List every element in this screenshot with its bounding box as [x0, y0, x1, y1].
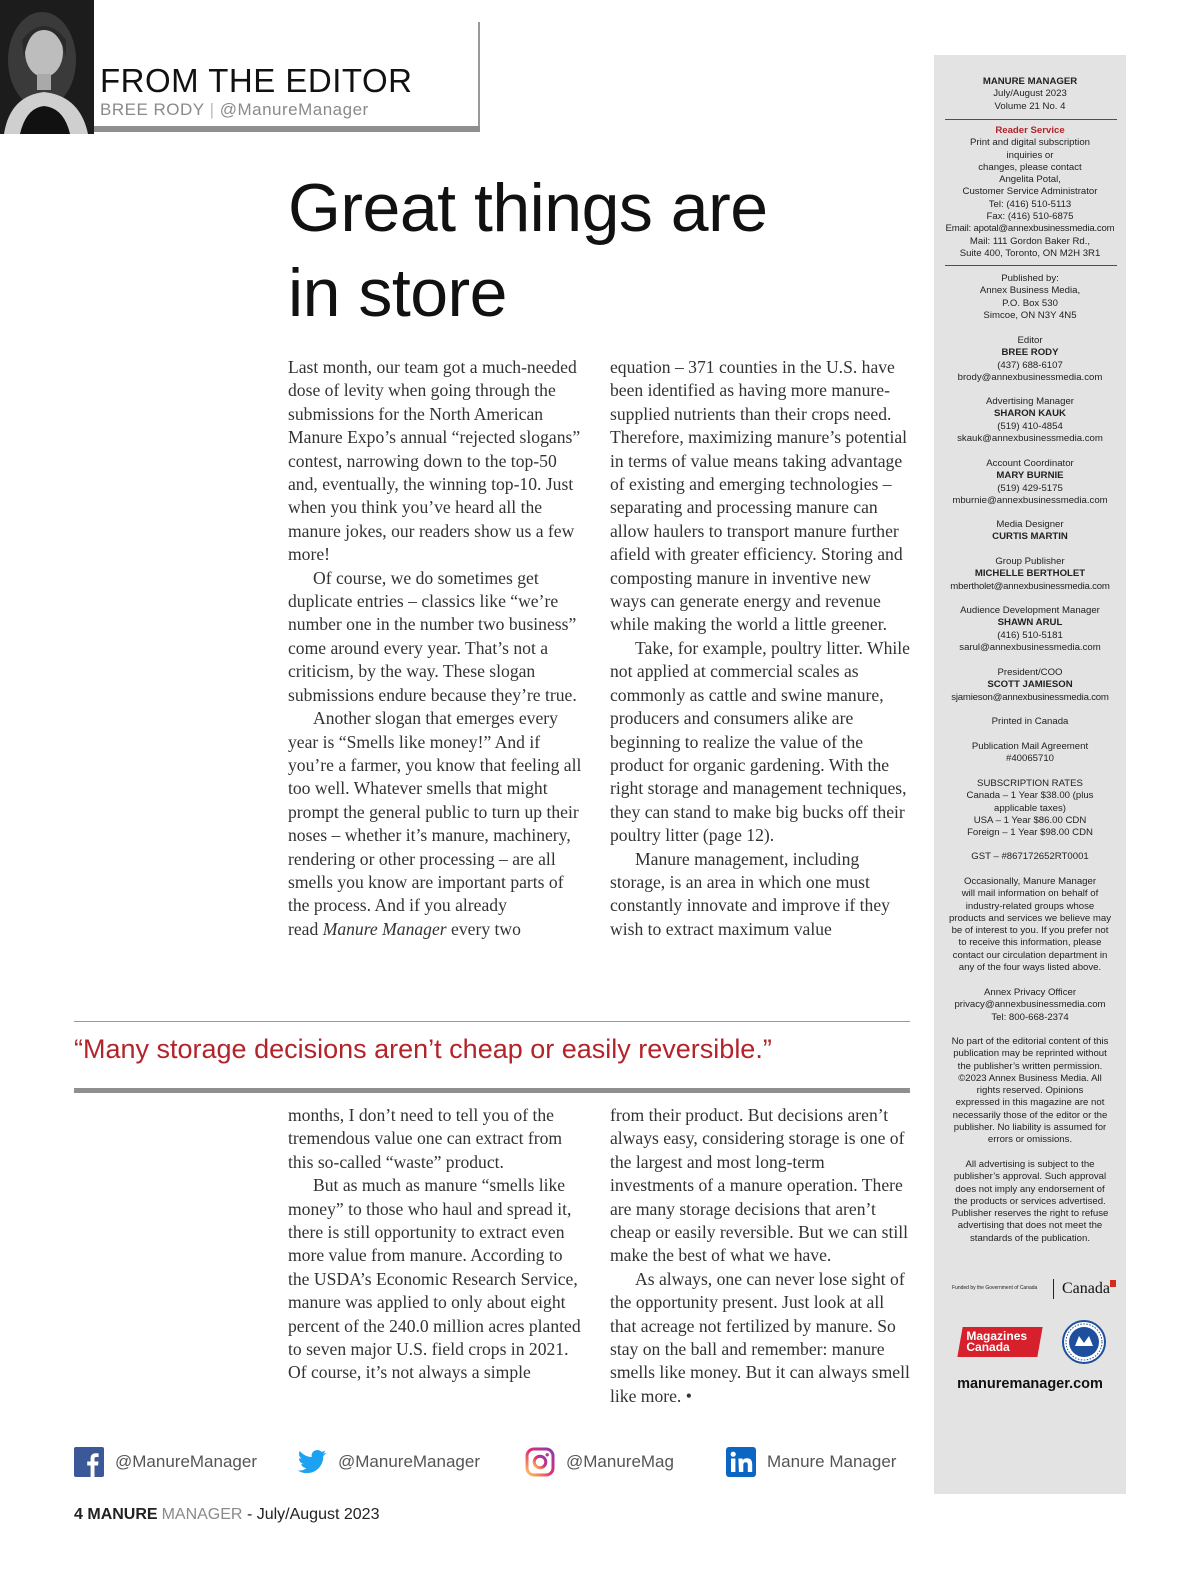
social-twitter[interactable]: [297, 1446, 480, 1478]
sidebar-line: rights reserved. Opinions: [976, 1085, 1084, 1097]
social-instagram[interactable]: [525, 1446, 674, 1478]
magazines-canada-logo: [957, 1327, 1042, 1357]
president-contact: [934, 667, 1126, 704]
footer-issue: - July/August 2023: [246, 1506, 380, 1523]
sidebar-line: P.O. Box 530: [1002, 297, 1058, 309]
sidebar-line: publication may be reprinted without: [953, 1048, 1107, 1060]
sidebar-rule: [945, 265, 1117, 266]
sidebar-line: Customer Service Administrator: [962, 186, 1098, 198]
pull-quote-bottom-rule: [74, 1088, 910, 1093]
paragraph-tail: [288, 918, 588, 941]
staff-role: President/COO: [997, 667, 1063, 678]
logo-line: Magazines: [966, 1329, 1028, 1343]
pull-quote-top-rule: [74, 1021, 910, 1022]
facebook-icon: [74, 1447, 104, 1477]
staff-role: Audience Development Manager: [960, 605, 1100, 616]
sidebar-line: standards of the publication.: [969, 1232, 1090, 1244]
paragraph: Take, for example, poultry litter. While not applied at commercial scales as commonly as cattle and swine manure, producers and consumers alike are beginning to realize the value of the product for organic gardening. With the right storage and management techniques, they can stand to make big bucks off their poultry litter (page 12).: [610, 637, 910, 846]
paragraph: Of course, we do sometimes get duplicate entries – classics like “we’re number one in the number two business” come around every year. That’s not a criticism, by the way. These slogan submissions endure because they’re true.: [288, 567, 577, 705]
sidebar-line: industry-related groups whose: [965, 900, 1095, 912]
sidebar-line: be of interest to you. If you prefer not: [951, 925, 1109, 937]
paragraph: Of course, it’s not always a simple: [288, 1362, 531, 1383]
sidebar-line: applicable taxes): [994, 802, 1066, 814]
account-coordinator-contact: [934, 458, 1126, 507]
staff-phone: (519) 410-4854: [997, 420, 1063, 432]
sidebar-line: publisher’s approval. Such approval: [953, 1171, 1107, 1183]
article-column-4: [610, 1104, 910, 1408]
subscription-rates: [934, 778, 1126, 839]
staff-role: Media Designer: [996, 519, 1064, 530]
headline-line-2: in store: [288, 255, 507, 331]
privacy-officer: [934, 987, 1126, 1024]
author-handle: @ManureManager: [219, 100, 369, 119]
instagram-icon: [525, 1447, 555, 1477]
sidebar-line: Fax: (416) 510-6875: [986, 211, 1074, 223]
sidebar-line: inquiries or: [1006, 149, 1054, 161]
rights-notice: [934, 1036, 1126, 1147]
masthead-issue: July/August 2023: [993, 88, 1067, 100]
sidebar-line: Mail: 111 Gordon Baker Rd.,: [969, 235, 1091, 247]
article-column-2: [610, 356, 910, 941]
sidebar-line: expressed in this magazine are not: [955, 1097, 1105, 1109]
sidebar-line: Tel: 800-668-2374: [991, 1011, 1069, 1023]
advertising-notice: [934, 1159, 1126, 1245]
staff-name: SCOTT JAMIESON: [987, 679, 1073, 691]
sidebar-line: SUBSCRIPTION RATES: [977, 778, 1083, 789]
paragraph: As always, one can never lose sight of the opportunity present. Just look at all that acreage not fertilized by manure. So stay on the ball and remember: manure smells like money. But it can always smell like more. •: [610, 1268, 910, 1406]
sidebar-line: Annex Privacy Officer: [983, 987, 1077, 998]
staff-phone: (519) 429-5175: [997, 482, 1063, 494]
funded-by-text: Funded by the Government of Canada: [952, 1285, 1038, 1291]
mail-agreement: [934, 741, 1126, 766]
sidebar-line: Publication Mail Agreement: [971, 741, 1089, 752]
logo-divider: [1053, 1279, 1054, 1299]
staff-name: CURTIS MARTIN: [992, 531, 1068, 543]
sidebar-line: the publisher’s written permission.: [957, 1060, 1103, 1072]
twitter-icon: [297, 1447, 327, 1477]
text-run: every two: [446, 918, 521, 939]
sidebar-line: Canada – 1 Year $38.00 (plus: [966, 790, 1094, 802]
author-name: BREE RODY: [100, 100, 205, 119]
header-divider-vertical: [478, 22, 480, 130]
staff-email: skauk@annexbusinessmedia.com: [957, 432, 1103, 444]
reader-service-title: Reader Service: [995, 125, 1065, 136]
header-divider-horizontal: [94, 126, 480, 132]
staff-email: mbertholet@annexbusinessmedia.com: [950, 580, 1110, 592]
masthead-sidebar: [934, 55, 1126, 1494]
sidebar-line: Angelita Potal,: [999, 174, 1061, 186]
masthead-block: [934, 76, 1126, 113]
ad-manager-contact: [934, 396, 1126, 445]
sidebar-line: will mail information on behalf of: [961, 888, 1099, 900]
footer-brand-light: MANAGER: [161, 1506, 243, 1523]
paragraph: months, I don’t need to tell you of the tremendous value one can extract from this so-called “waste” product.: [288, 1105, 563, 1172]
staff-name: BREE RODY: [1001, 347, 1059, 359]
paragraph: equation – 371 counties in the U.S. have been identified as having more manure-supplied nutrients than their crops need. Therefore, maximizing manure’s potential in terms of value means taking advantage of existing and emerging technologies – separating and processing manure can allow haulers to transport manure further afield with greater efficiency. Storing and composting manure in inventive new ways can generate energy and revenue while making the world a little greener.: [610, 357, 908, 635]
staff-name: SHAWN ARUL: [997, 617, 1063, 629]
staff-name: MARY BURNIE: [996, 470, 1064, 482]
sidebar-line: #40065710: [1005, 753, 1055, 765]
byline: [100, 100, 369, 120]
sidebar-line: changes, please contact: [978, 161, 1082, 173]
staff-email: mburnie@annexbusinessmedia.com: [952, 494, 1108, 506]
social-facebook[interactable]: [74, 1446, 257, 1478]
sidebar-line: does not imply any endorsement of: [955, 1183, 1105, 1195]
staff-role: Advertising Manager: [986, 396, 1074, 407]
staff-phone: (437) 688-6107: [997, 359, 1063, 371]
designer-contact: [934, 519, 1126, 544]
sidebar-line: Email: apotal@annexbusinessmedia.com: [945, 223, 1115, 235]
article-column-1: [288, 356, 588, 941]
sidebar-line: any of the four ways listed above.: [958, 962, 1102, 974]
sidebar-line: the products or services advertised.: [954, 1195, 1106, 1207]
byline-separator: |: [209, 100, 215, 119]
pull-quote: “Many storage decisions aren’t cheap or easily reversible.”: [74, 1034, 772, 1064]
social-label: @ManureManager: [115, 1452, 257, 1471]
sidebar-line: advertising that does not meet the: [957, 1220, 1103, 1232]
sidebar-line: contact our circulation department in: [952, 949, 1108, 961]
sidebar-line: errors or omissions.: [987, 1134, 1073, 1146]
staff-phone: (416) 510-5181: [997, 629, 1063, 641]
footer-brand-bold: MANURE: [87, 1506, 158, 1523]
headline-line-1: Great things are: [288, 170, 768, 246]
sidebar-line: Occasionally, Manure Manager: [963, 876, 1097, 887]
gst-number: GST – #867172652RT0001: [971, 851, 1089, 862]
editor-portrait: [0, 0, 94, 134]
staff-name: SHARON KAUK: [994, 408, 1066, 420]
article-headline: [288, 166, 888, 336]
sidebar-rule: [945, 119, 1117, 120]
sidebar-line: USA – 1 Year $86.00 CDN: [973, 814, 1087, 826]
sidebar-line: publisher. No liability is assumed for: [953, 1122, 1107, 1134]
text-run: read: [288, 918, 323, 939]
paragraph: Manure management, including storage, is an area in which one must constantly innovate and improve if they wish to extract maximum value: [610, 848, 890, 939]
section-label: FROM THE EDITOR: [100, 62, 413, 99]
paragraph: Last month, our team got a much-needed dose of levity when going through the submissions for the North American Manure Expo’s annual “rejected slogans” contest, narrowing down to the top-50 and, eventually, the winning top-10. Just when you think you’ve heard all the manure jokes, our readers show us a few more!: [288, 357, 581, 565]
sidebar-line: to receive this information, please: [958, 937, 1102, 949]
printed-in: Printed in Canada: [991, 716, 1069, 727]
social-label: @ManureMag: [566, 1452, 674, 1471]
sidebar-line: Print and digital subscription: [970, 137, 1090, 149]
government-canada-logo: [950, 1279, 1118, 1301]
magazine-title: Manure Manager: [322, 918, 447, 939]
sidebar-line: All advertising is subject to the: [965, 1159, 1095, 1170]
sidebar-line: Foreign – 1 Year $98.00 CDN: [967, 827, 1093, 839]
masthead-title: MANURE MANAGER: [982, 76, 1078, 87]
staff-email: brody@annexbusinessmedia.com: [957, 371, 1103, 383]
paragraph: But as much as manure “smells like money” to those who haul and spread it, there is still opportunity to extract even more value from manure. According to the USDA’s Economic Research Service, manure was applied to only about eight percent of the 240.0 million acres planted to seven major U.S. field crops in 2021.: [288, 1175, 581, 1360]
staff-role: Account Coordinator: [986, 458, 1074, 469]
mailing-notice: [934, 876, 1126, 974]
sidebar-line: Annex Business Media,: [979, 285, 1081, 297]
paragraph: Another slogan that emerges every year is “Smells like money!” And if you’re a farmer, you know that feeling all too well. Whatever smells that might prompt the general public to turn up their noses – whether it’s manure, machinery, rendering or other processing – are all smells you know are important parts of the process. And if you already: [288, 708, 582, 916]
social-label: Manure Manager: [767, 1452, 897, 1471]
sidebar-line: Suite 400, Toronto, ON M2H 3R1: [959, 247, 1101, 259]
website-url[interactable]: manuremanager.com: [957, 1376, 1103, 1392]
sidebar-line: Publisher reserves the right to refuse: [951, 1208, 1109, 1220]
article-column-3: [288, 1104, 588, 1385]
social-label: @ManureManager: [338, 1452, 480, 1471]
masthead-volume: Volume 21 No. 4: [994, 100, 1066, 112]
sidebar-line: privacy@annexbusinessmedia.com: [954, 999, 1106, 1011]
association-seal-logo: [1062, 1320, 1106, 1364]
sidebar-line: products and services we believe may: [948, 912, 1112, 924]
staff-role: Group Publisher: [995, 556, 1065, 567]
canada-wordmark: Canada: [1062, 1280, 1110, 1297]
logo-line: Canada: [966, 1340, 1010, 1354]
publisher-address-block: [934, 273, 1126, 322]
staff-email: sjamieson@annexbusinessmedia.com: [951, 691, 1109, 703]
page-footer: [74, 1506, 379, 1524]
linkedin-icon: [726, 1447, 756, 1477]
sidebar-line: ©2023 Annex Business Media. All: [958, 1072, 1102, 1084]
sidebar-line: Published by:: [1001, 273, 1059, 284]
sidebar-line: Simcoe, ON N3Y 4N5: [983, 309, 1077, 321]
editor-contact: [934, 335, 1126, 384]
staff-name: MICHELLE BERTHOLET: [974, 568, 1086, 580]
group-publisher-contact: [934, 556, 1126, 593]
sidebar-line: No part of the editorial content of this: [951, 1036, 1109, 1047]
paragraph: from their product. But decisions aren’t always easy, considering storage is one of the largest and most long-term investments of a manure operation. There are many storage decisions that aren’t cheap or easily reversible. But we can still make the best of what we have.: [610, 1105, 909, 1266]
sidebar-line: Tel: (416) 510-5113: [988, 198, 1072, 210]
reader-service-block: [934, 125, 1126, 260]
social-linkedin[interactable]: [726, 1446, 896, 1478]
sidebar-line: necessarily those of the editor or the: [952, 1109, 1108, 1121]
canada-flag-icon: [1110, 1280, 1116, 1287]
page-number: 4: [74, 1506, 83, 1523]
audience-manager-contact: [934, 605, 1126, 654]
staff-role: Editor: [1017, 335, 1043, 346]
staff-email: sarul@annexbusinessmedia.com: [959, 641, 1101, 653]
